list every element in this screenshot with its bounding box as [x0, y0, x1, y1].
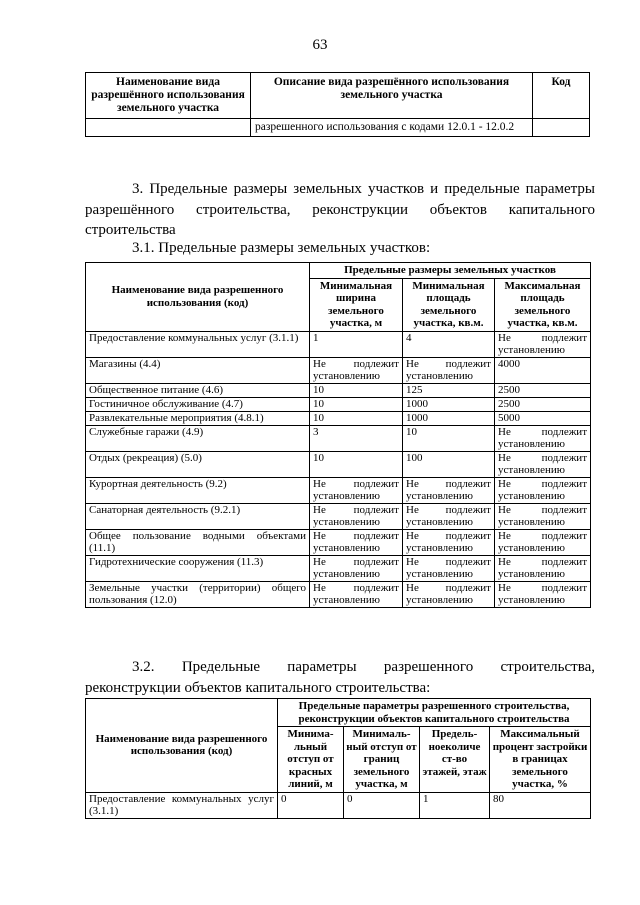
table-cell: Не подлежит установлению	[310, 357, 403, 383]
table-cell: Не подлежит установлению	[310, 503, 403, 529]
table-cell: Не подлежит установлению	[403, 555, 495, 581]
table-cell: 0	[278, 792, 344, 818]
table-row	[86, 477, 591, 503]
table-cell-name: Общее пользование водными объектами (11.1)	[86, 529, 310, 555]
table-cell: Не подлежит установлению	[403, 581, 495, 607]
table-cell-name: Предоставление коммунальных услуг (3.1.1)	[86, 792, 278, 818]
column-header: Описание вида разрешённого использования земельного участка	[251, 73, 533, 119]
table-cell: 100	[403, 451, 495, 477]
table-cell-name: Курортная деятельность (9.2)	[86, 477, 310, 503]
table-cell-name: Гостиничное обслуживание (4.7)	[86, 397, 310, 411]
table-cell: 80	[490, 792, 591, 818]
section-3-1-heading: 3.1. Предельные размеры земельных участков:	[132, 240, 431, 256]
table-cell-name: Гидротехнические сооружения (11.3)	[86, 555, 310, 581]
table-cell: Не подлежит установлению	[495, 451, 591, 477]
table-cell: 10	[310, 451, 403, 477]
column-header: Минималь-ный отступ от границ земельного участка, м	[344, 727, 420, 793]
page-number: 63	[312, 37, 328, 53]
table-cell: 10	[403, 425, 495, 451]
column-header: Минима-льный отступ от красных линий, м	[278, 727, 344, 793]
table-cell: Не подлежит установлению	[495, 331, 591, 357]
table-header-row	[86, 263, 591, 279]
table-row	[86, 503, 591, 529]
table-cell: 10	[310, 397, 403, 411]
table-cell-name: Предоставление коммунальных услуг (3.1.1)	[86, 331, 310, 357]
column-header: Минимальная ширина земельного участка, м	[310, 278, 403, 331]
table-cell-name: Развлекательные мероприятия (4.8.1)	[86, 411, 310, 425]
table-cell	[86, 119, 251, 137]
table-cell: Не подлежит установлению	[495, 555, 591, 581]
construction-parameters-table	[85, 698, 591, 819]
table-cell: Не подлежит установлению	[495, 425, 591, 451]
table-cell-name: Служебные гаражи (4.9)	[86, 425, 310, 451]
land-plot-size-table	[85, 262, 591, 608]
table-cell: 1	[420, 792, 490, 818]
table-cell: Не подлежит установлению	[495, 581, 591, 607]
table-cell-name: Санаторная деятельность (9.2.1)	[86, 503, 310, 529]
paragraph-line: разрешённого строительства, реконструкции объектов капитального	[85, 201, 595, 218]
table-cell: 1000	[403, 411, 495, 425]
table-cell: 4	[403, 331, 495, 357]
table-cell	[533, 119, 590, 137]
table-cell: 1	[310, 331, 403, 357]
table-row	[86, 383, 591, 397]
table-cell: 0	[344, 792, 420, 818]
table-row	[86, 555, 591, 581]
table-cell: Не подлежит установлению	[495, 477, 591, 503]
table-cell: Не подлежит установлению	[403, 357, 495, 383]
paragraph-line: реконструкции объектов капитального строительства:	[85, 679, 431, 696]
table-cell: 4000	[495, 357, 591, 383]
paragraph-line: строительства	[85, 222, 176, 238]
table-row	[86, 529, 591, 555]
table-row	[86, 119, 590, 137]
table-cell: Не подлежит установлению	[403, 477, 495, 503]
table-cell: Не подлежит установлению	[310, 529, 403, 555]
table-row	[86, 451, 591, 477]
paragraph-line: 3.2. Предельные параметры разрешенного строительства,	[132, 659, 595, 675]
table-cell: разрешенного использования с кодами 12.0.1 - 12.0.2	[251, 119, 533, 137]
paragraph-line: 3. Предельные размеры земельных участков и предельные параметры	[132, 181, 595, 197]
table-cell: Не подлежит установлению	[310, 555, 403, 581]
table-cell: 10	[310, 411, 403, 425]
table-header-row	[86, 699, 591, 727]
column-header: Максимальный процент застройки в границах земельного участка, %	[490, 727, 591, 793]
table-cell: 2500	[495, 383, 591, 397]
table-cell: 125	[403, 383, 495, 397]
table-cell: Не подлежит установлению	[495, 529, 591, 555]
table-cell: 10	[310, 383, 403, 397]
table-row	[86, 397, 591, 411]
column-header: Наименование вида разрешённого использования земельного участка	[86, 73, 251, 119]
table-cell: 1000	[403, 397, 495, 411]
table-cell: Не подлежит установлению	[310, 477, 403, 503]
table-cell-name: Земельные участки (территории) общего пользования (12.0)	[86, 581, 310, 607]
table-cell-name: Магазины (4.4)	[86, 357, 310, 383]
table-row	[86, 331, 591, 357]
table-row	[86, 792, 591, 818]
table-cell: Не подлежит установлению	[310, 581, 403, 607]
land-use-description-table	[85, 72, 590, 137]
column-header: Наименование вида разрешенного использования (код)	[86, 263, 310, 332]
table-cell-name: Отдых (рекреация) (5.0)	[86, 451, 310, 477]
table-cell: 5000	[495, 411, 591, 425]
table-header-row	[86, 73, 590, 119]
column-group-header: Предельные размеры земельных участков	[310, 263, 591, 279]
table-cell-name: Общественное питание (4.6)	[86, 383, 310, 397]
table-body	[86, 331, 591, 607]
table-row	[86, 357, 591, 383]
table-cell: Не подлежит установлению	[403, 503, 495, 529]
table-cell: 2500	[495, 397, 591, 411]
column-header: Максимальная площадь земельного участка, кв.м.	[495, 278, 591, 331]
column-header: Код	[533, 73, 590, 119]
table-row	[86, 411, 591, 425]
section-3-paragraph	[85, 179, 595, 241]
table-row	[86, 425, 591, 451]
section-3-2-paragraph	[85, 657, 595, 698]
column-group-header: Предельные параметры разрешенного строительства, реконструкции объектов капитального строительства	[278, 699, 591, 727]
column-header: Наименование вида разрешенного использования (код)	[86, 699, 278, 793]
table-cell: Не подлежит установлению	[495, 503, 591, 529]
column-header: Предель-ноеколиче ст-во этажей, этаж	[420, 727, 490, 793]
table-cell: 3	[310, 425, 403, 451]
table-row	[86, 581, 591, 607]
table-cell: Не подлежит установлению	[403, 529, 495, 555]
column-header: Минимальная площадь земельного участка, кв.м.	[403, 278, 495, 331]
